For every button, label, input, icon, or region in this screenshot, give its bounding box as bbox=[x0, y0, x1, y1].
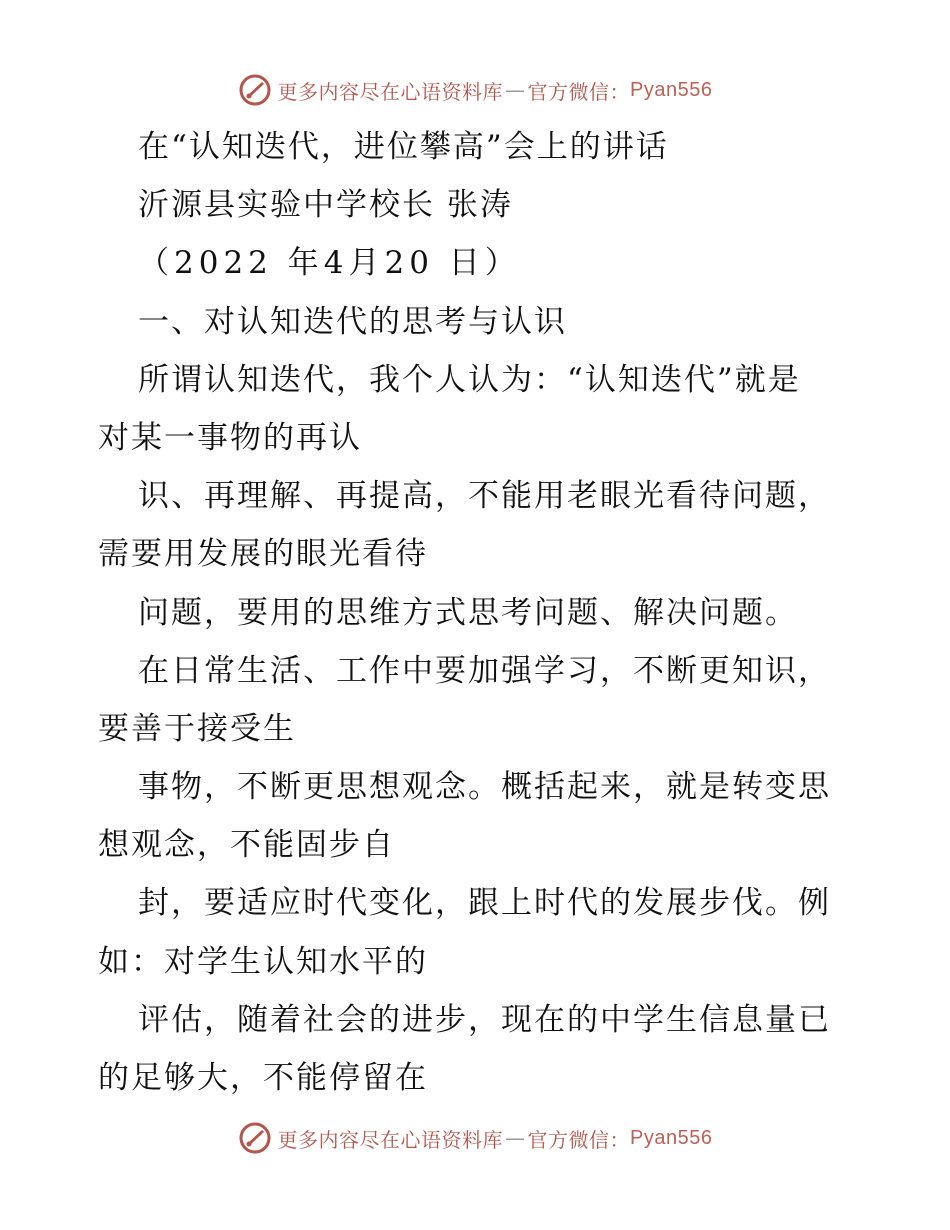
section-heading: 一、对认知迭代的思考与认识 bbox=[138, 303, 567, 340]
paragraph-line: 对某一事物的再认 bbox=[98, 419, 362, 456]
document-body bbox=[98, 118, 858, 1107]
watermark-text: 更多内容尽在心语资料库 bbox=[277, 79, 504, 104]
logo-icon bbox=[238, 1121, 272, 1155]
watermark-dash: — bbox=[505, 78, 526, 102]
paragraph-line: 想观念，不能固步自 bbox=[98, 827, 395, 864]
watermark-dash: — bbox=[505, 1126, 526, 1150]
watermark-text: 更多内容尽在心语资料库 bbox=[277, 1127, 504, 1152]
watermark-wechat-label: 官方微信： bbox=[527, 79, 631, 104]
paragraph-line: 在日常生活、工作中要加强学习，不断更知识， bbox=[138, 652, 831, 689]
watermark-wechat-id: Pyan556 bbox=[630, 1126, 713, 1149]
document-date: （2022 年4月20 日） bbox=[138, 245, 521, 282]
watermark-wechat-label: 官方微信： bbox=[527, 1127, 631, 1152]
paragraph-line: 所谓认知迭代，我个人认为：“认知迭代”就是 bbox=[138, 361, 801, 398]
watermark-footer bbox=[0, 1118, 950, 1158]
logo-icon bbox=[238, 73, 272, 107]
paragraph-line: 要善于接受生 bbox=[98, 710, 296, 747]
paragraph-line: 需要用发展的眼光看待 bbox=[98, 536, 428, 573]
paragraph-line: 问题，要用的思维方式思考问题、解决问题。 bbox=[138, 594, 798, 631]
paragraph-line: 识、再理解、再提高，不能用老眼光看待问题， bbox=[138, 478, 831, 515]
paragraph-line: 封，要适应时代变化，跟上时代的发展步伐。例 bbox=[138, 885, 831, 922]
paragraph-line: 事物，不断更思想观念。概括起来，就是转变思 bbox=[138, 769, 831, 806]
document-title: 在“认知迭代，进位攀高”会上的讲话 bbox=[138, 129, 669, 165]
watermark-wechat-id: Pyan556 bbox=[630, 78, 713, 101]
paragraph-line: 如：对学生认知水平的 bbox=[98, 943, 428, 980]
document-author: 沂源县实验中学校长 张涛 bbox=[138, 187, 513, 224]
paragraph-line: 评估，随着社会的进步，现在的中学生信息量已 bbox=[138, 1001, 831, 1038]
watermark-header bbox=[0, 70, 950, 110]
paragraph-line: 的足够大，不能停留在 bbox=[98, 1060, 428, 1096]
